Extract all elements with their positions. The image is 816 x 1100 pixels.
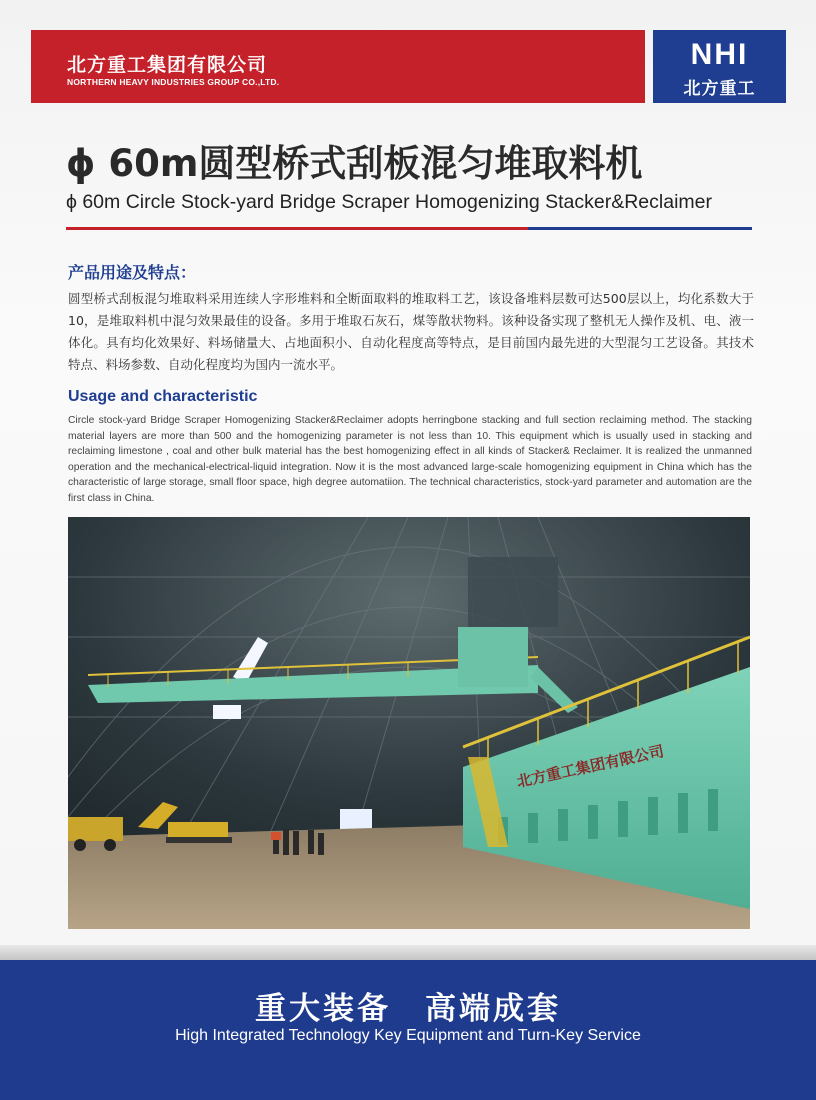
company-name-en: NORTHERN HEAVY INDUSTRIES GROUP CO.,LTD. [67, 77, 280, 87]
header-banner [31, 30, 645, 103]
usage-body-en: Circle stock-yard Bridge Scraper Homogenizing Stacker&Reclaimer adopts herringbone stacking and full section reclaiming method. The stacking material layers are more than 500 and the homogenizing parameter is not less than 10. This equipment which is usually used in stacking and reclaiming limestone , coal and other bulk material has the best homogenizing effect in all kinds of Stacker& Reclaimer. It is realized the unmanned operation and the mechanical-electrical-liquid integration. Now it is the most advanced large-scale homogenizing equipment in China which has the characteristic of large storage, small floor space, high degree automatiion. The technical characteristics, stock-yard parameter and automation are the first class in China. [68, 415, 752, 504]
title-divider-red [66, 227, 528, 230]
usage-heading-en: Usage and characteristic [68, 388, 258, 405]
stacker-reclaimer-illustration [68, 517, 750, 929]
usage-body-cn: 圆型桥式刮板混匀堆取料采用连续人字形堆料和全断面取料的堆取料工艺，该设备堆料层数可达500层以上，均化系数大于10，是堆取料机中混匀效果最佳的设备。多用于堆取石灰石，煤等散状物料。该种设备实现了整机无人操作及机、电、液一体化。具有均化效果好、料场储量大、占地面积小、自动化程度高等特点，是目前国内最先进的大型混匀工艺设备。其技术特点、料场参数、自动化程度均为国内一流水平。 [68, 291, 754, 372]
product-photo [68, 517, 750, 929]
logo-mark: NHI [690, 38, 749, 71]
usage-heading-cn: 产品用途及特点： [68, 263, 197, 282]
product-title-en: ϕ 60m Circle Stock-yard Bridge Scraper Homogenizing Stacker&Reclaimer [66, 191, 712, 213]
slogan-cn: 重大装备 高端成套 [255, 991, 561, 1027]
logo-text-cn: 北方重工 [683, 79, 756, 99]
machine-sign: 北方重工集团有限公司 [515, 742, 666, 791]
company-name-cn: 北方重工集团有限公司 [67, 54, 268, 76]
slogan-en: High Integrated Technology Key Equipment and Turn-Key Service [175, 1027, 641, 1044]
product-title-cn: ϕ 60m圆型桥式刮板混匀堆取料机 [66, 142, 643, 185]
company-logo [653, 30, 786, 103]
title-divider-blue [528, 227, 752, 230]
